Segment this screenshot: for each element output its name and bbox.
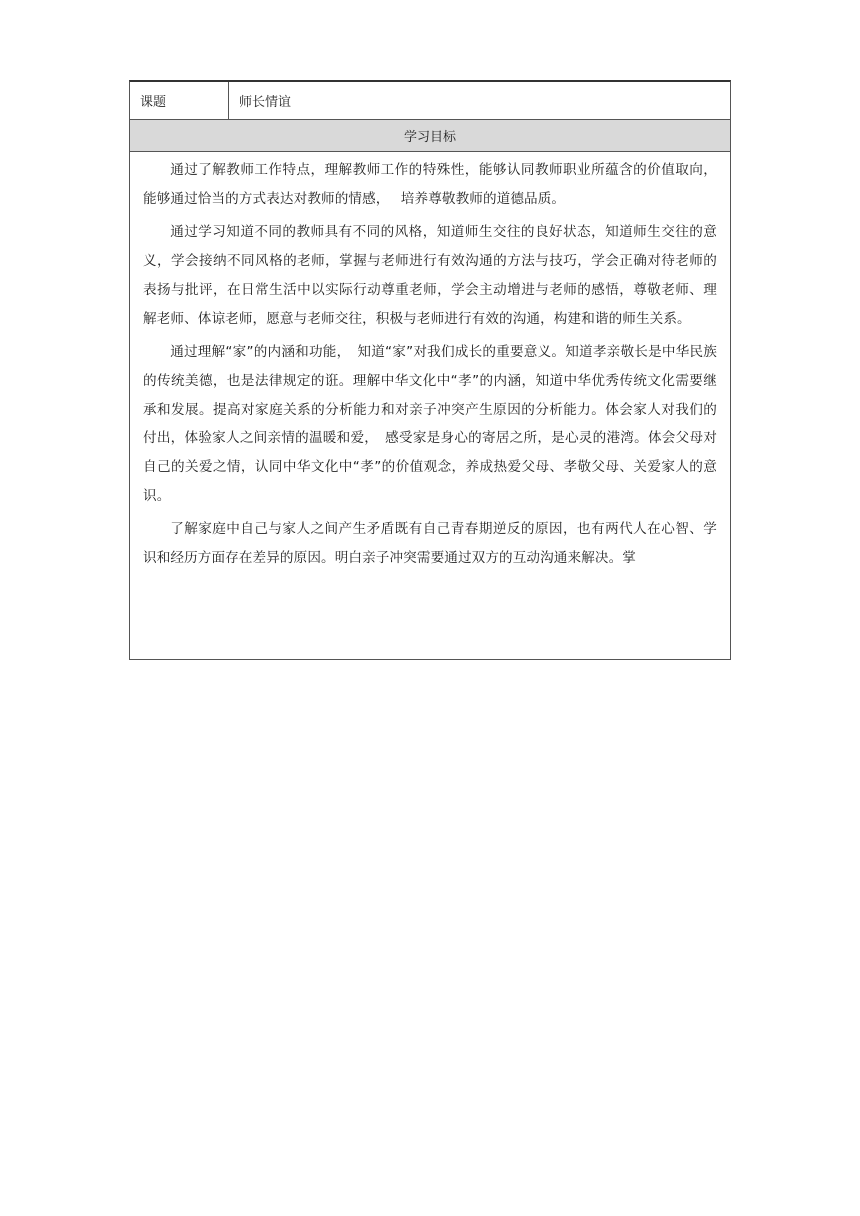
topic-value: 师长情谊 bbox=[239, 95, 292, 110]
topic-row bbox=[130, 82, 730, 120]
objective-paragraph-3: 通过理解“家”的内涵和功能， 知道“家”对我们成长的重要意义。知道孝亲敬长是中华民族的传统美德，也是法律规定的诳。理解中华文化中“孝”的内涵，知道中华优秀传统文化需要继承和发展。提高对家庭关系的分析能力和对亲子冲突产生原因的分析能力。体会家人对我们的付出，体验家人之间亲情的温暖和爱， 感受家是身心的寄居之所，是心灵的港湾。体会父母对自己的关爱之情，认同中华文化中“孝”的价值观念，养成热爱父母、孝敬父母、关爱家人的意识。 bbox=[143, 344, 717, 504]
topic-label: 课题 bbox=[130, 82, 229, 119]
objective-paragraph-4: 了解家庭中自己与家人之间产生矛盾既有自己青春期逆反的原因，也有两代人在心智、学识和经历方面存在差异的原因。明白亲子冲突需要通过双方的互动沟通来解决。掌 bbox=[143, 521, 717, 567]
section-header: 学习目标 bbox=[130, 120, 730, 152]
objective-paragraph-1: 通过了解教师工作特点，理解教师工作的特殊性，能够认同教师职业所蕴含的价值取向，能够通过恰当的方式表达对教师的情感， 培养尊敬教师的道德品质。 bbox=[143, 162, 717, 207]
lesson-table bbox=[129, 80, 731, 660]
objectives-content bbox=[130, 152, 730, 659]
objective-paragraph-2: 通过学习知道不同的教师具有不同的风格，知道师生交往的良好状态，知道师生交往的意义，学会接纳不同风格的老师，掌握与老师进行有效沟通的方法与技巧，学会正确对待老师的表扬与批评，在日常生活中以实际行动尊重老师，学会主动增进与老师的感悟，尊敬老师、理解老师、体谅老师，愿意与老师交往，积极与老师进行有效的沟通，构建和谐的师生关系。 bbox=[143, 224, 717, 327]
